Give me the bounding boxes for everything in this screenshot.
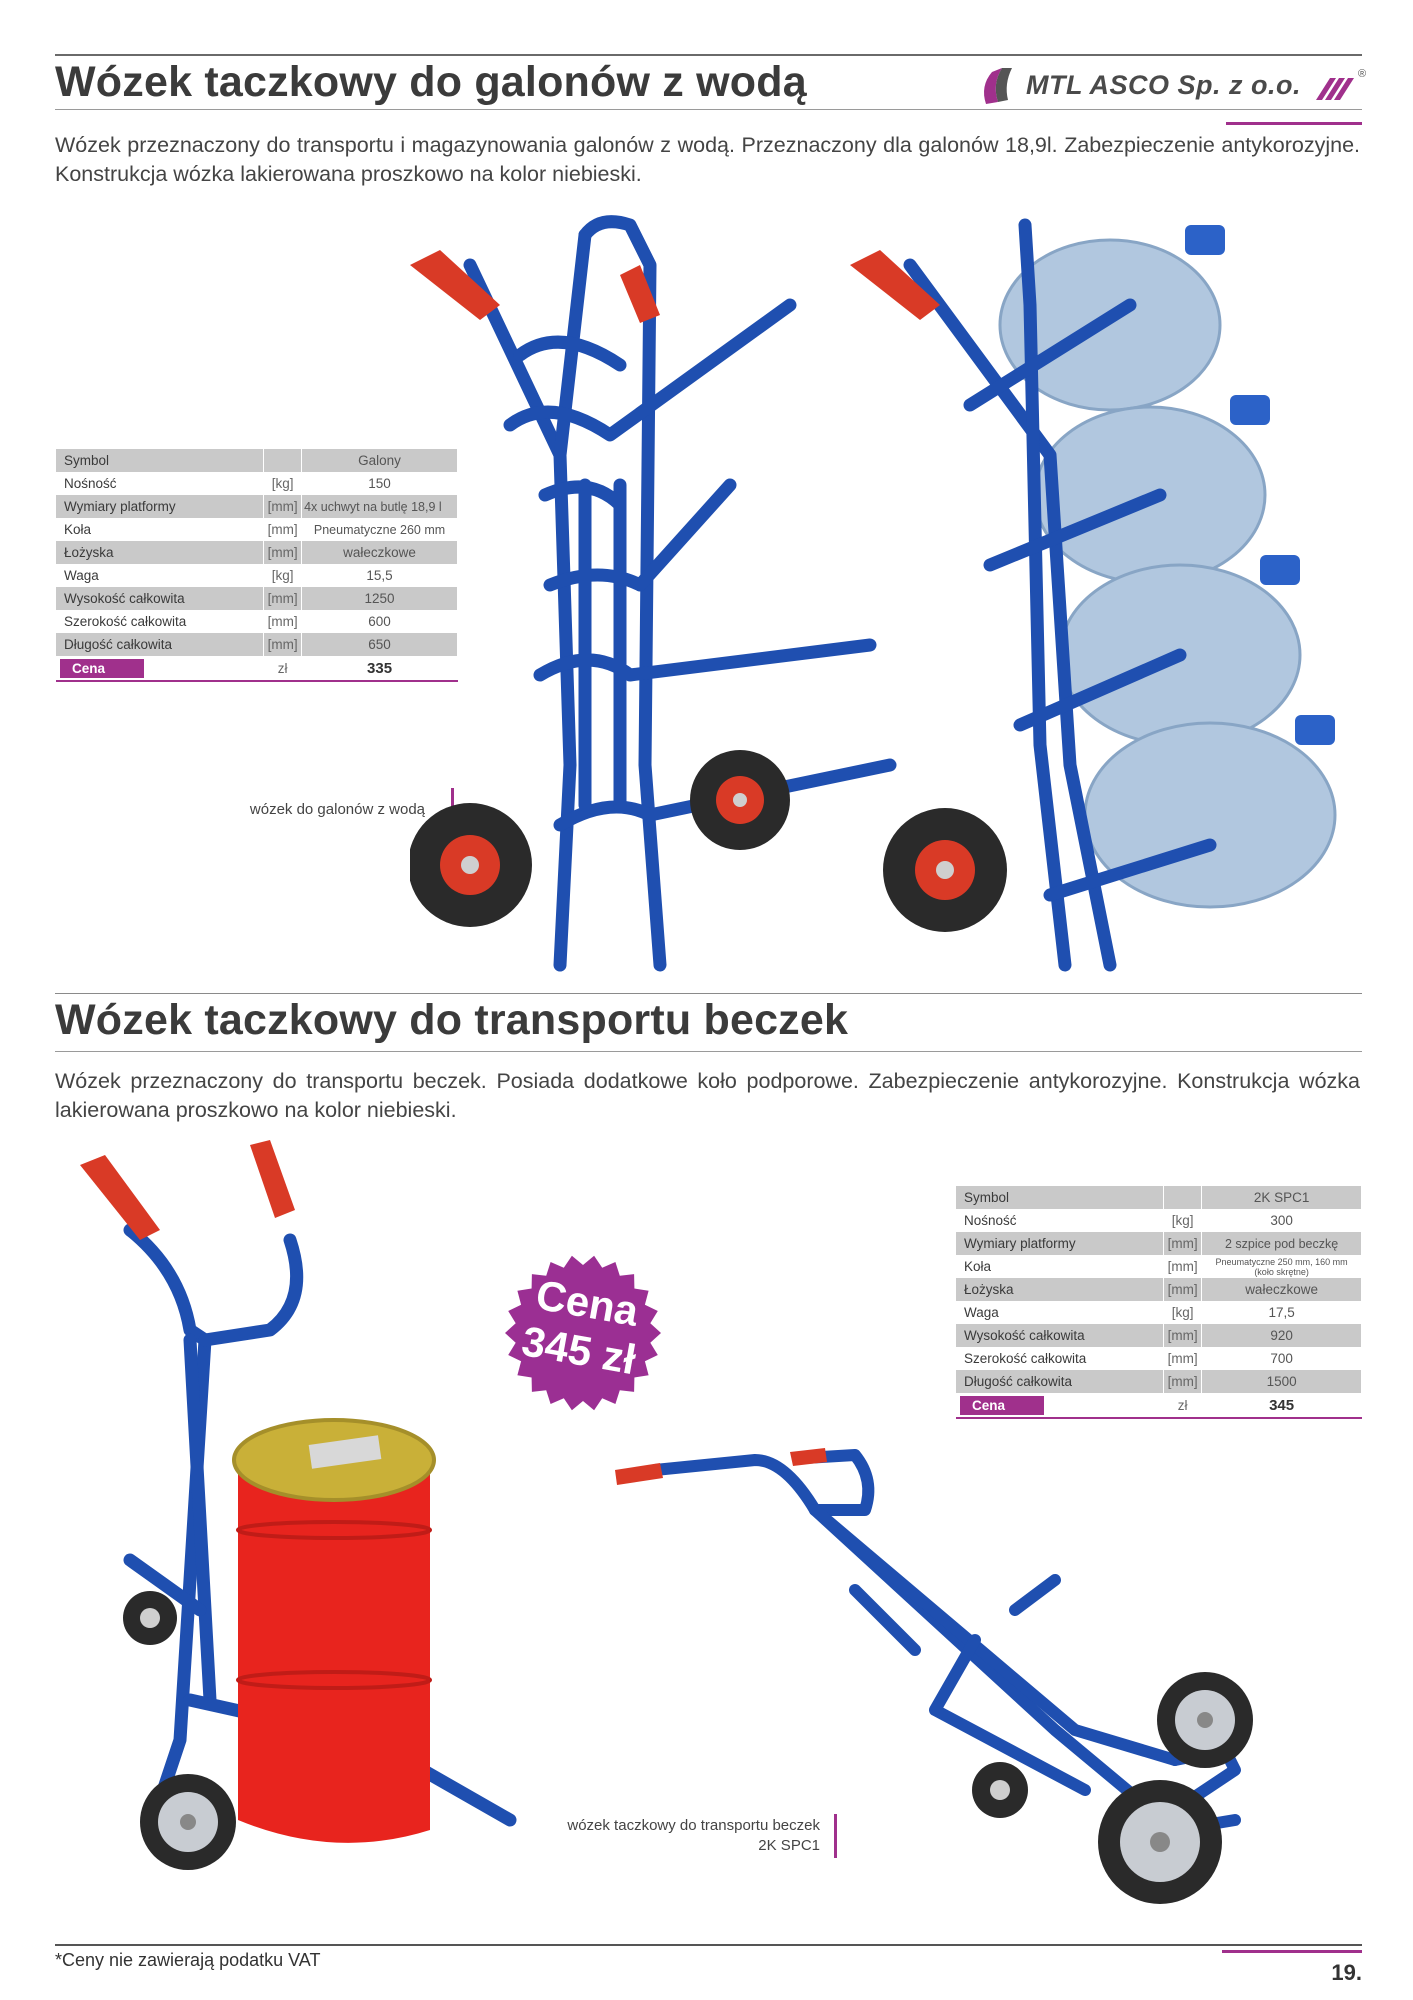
spec-value: Pneumatyczne 250 mm, 160 mm (koło skrętne) <box>1202 1255 1362 1278</box>
footer-vat-note: *Ceny nie zawierają podatku VAT <box>55 1950 321 1970</box>
table-row <box>56 633 458 656</box>
spec-unit: [mm] <box>264 541 302 564</box>
accent-line-bottom <box>1222 1950 1362 1953</box>
table-row <box>956 1255 1362 1278</box>
spec-unit: [mm] <box>264 518 302 541</box>
spec-unit: [mm] <box>1164 1232 1202 1255</box>
spec-label: Wymiary platformy <box>956 1232 1164 1255</box>
spec-unit: [mm] <box>1164 1278 1202 1301</box>
table-row <box>56 472 458 495</box>
spec-value: 2K SPC1 <box>1202 1186 1362 1209</box>
spec-value: 600 <box>302 610 458 633</box>
section2-caption-line2: 2K SPC1 <box>758 1837 820 1854</box>
table-row <box>56 541 458 564</box>
spec-unit: [mm] <box>264 495 302 518</box>
accent-line-top <box>1226 122 1362 125</box>
table-row <box>56 495 458 518</box>
table-row <box>956 1301 1362 1324</box>
spec-value: 15,5 <box>302 564 458 587</box>
spec-unit: [mm] <box>264 633 302 656</box>
price-row <box>956 1393 1362 1418</box>
table-row <box>956 1186 1362 1209</box>
spec-unit: [mm] <box>1164 1255 1202 1278</box>
spec-unit: [kg] <box>264 564 302 587</box>
spec-value: 920 <box>1202 1324 1362 1347</box>
brand-logo-icon <box>978 64 1026 108</box>
spec-label: Długość całkowita <box>956 1370 1164 1393</box>
price-row <box>56 656 458 681</box>
table-row <box>56 449 458 472</box>
table-row <box>56 587 458 610</box>
page-number: 19. <box>1331 1960 1362 1985</box>
table-row <box>956 1324 1362 1347</box>
section2-caption-line1: wózek taczkowy do transportu beczek <box>567 1817 820 1834</box>
price-label: Cena <box>60 659 144 678</box>
spec-label: Wysokość całkowita <box>956 1324 1164 1347</box>
spec-label: Koła <box>56 518 264 541</box>
spec-value: 700 <box>1202 1347 1362 1370</box>
spec-unit: [kg] <box>1164 1209 1202 1232</box>
spec-unit: [mm] <box>1164 1370 1202 1393</box>
spec-unit: [mm] <box>264 610 302 633</box>
spec-label: Nośność <box>956 1209 1164 1232</box>
section1-title: Wózek taczkowy do galonów z wodą <box>55 58 807 106</box>
spec-label: Łożyska <box>956 1278 1164 1301</box>
spec-value: 1500 <box>1202 1370 1362 1393</box>
section1-description: Wózek przeznaczony do transportu i magazynowania galonów z wodą. Przeznaczony dla galonów 18,9l. Zabezpieczenie antykorozyjne. Konstrukcja wózka lakierowana proszkowo na kolor niebieski. <box>55 133 1360 186</box>
spec-label: Długość całkowita <box>56 633 264 656</box>
table-row <box>56 564 458 587</box>
spec-value: 300 <box>1202 1209 1362 1232</box>
price-label: Cena <box>960 1396 1044 1415</box>
brand-stripes-icon <box>1316 74 1360 104</box>
spec-value: 1250 <box>302 587 458 610</box>
spec-label: Nośność <box>56 472 264 495</box>
table-row <box>56 518 458 541</box>
table-row <box>956 1347 1362 1370</box>
section2-top-rule <box>55 993 1362 994</box>
footer-rule <box>55 1944 1362 1946</box>
gallon-trolley-photo <box>410 205 900 975</box>
spec-unit: [mm] <box>1164 1324 1202 1347</box>
top-rule <box>55 54 1362 56</box>
spec-value: 150 <box>302 472 458 495</box>
table-row <box>956 1278 1362 1301</box>
badge-line1: Cena <box>532 1270 642 1335</box>
spec-value: 650 <box>302 633 458 656</box>
spec-label: Waga <box>56 564 264 587</box>
section2-title-underline <box>55 1051 1362 1052</box>
price-unit: zł <box>264 656 302 681</box>
price-unit: zł <box>1164 1393 1202 1418</box>
gallon-trolley-loaded-photo <box>850 205 1365 975</box>
table-row <box>956 1370 1362 1393</box>
section2-description: Wózek przeznaczony do transportu beczek. Posiada dodatkowe koło podporowe. Zabezpieczenie antykorozyjne. Konstrukcja wózka lakierowana proszkowo na kolor niebieski. <box>55 1069 1360 1122</box>
spec-value: 4x uchwyt na butlę 18,9 l <box>302 495 458 518</box>
spec-label: Symbol <box>956 1186 1164 1209</box>
price-value: 335 <box>302 656 458 681</box>
title-underline <box>55 109 1362 110</box>
section2-caption <box>520 1816 820 1856</box>
table-row <box>956 1232 1362 1255</box>
table-row <box>56 610 458 633</box>
section2-spec-table <box>956 1186 1362 1419</box>
spec-value: Pneumatyczne 260 mm <box>302 518 458 541</box>
spec-value: wałeczkowe <box>1202 1278 1362 1301</box>
section2-title: Wózek taczkowy do transportu beczek <box>55 996 849 1044</box>
spec-label: Szerokość całkowita <box>56 610 264 633</box>
price-value: 345 <box>1202 1393 1362 1418</box>
spec-label: Wysokość całkowita <box>56 587 264 610</box>
spec-unit: [kg] <box>1164 1301 1202 1324</box>
spec-label: Szerokość całkowita <box>956 1347 1164 1370</box>
spec-label: Wymiary platformy <box>56 495 264 518</box>
spec-label: Koła <box>956 1255 1164 1278</box>
section1-spec-table <box>56 449 458 682</box>
registered-mark: ® <box>1358 68 1367 80</box>
caption-bar-2 <box>834 1814 837 1858</box>
brand-logo <box>978 64 1368 112</box>
spec-label: Łożyska <box>56 541 264 564</box>
spec-label: Waga <box>956 1301 1164 1324</box>
brand-name: MTL ASCO Sp. z o.o. <box>1026 70 1301 100</box>
spec-unit: [kg] <box>264 472 302 495</box>
spec-label: Symbol <box>56 449 264 472</box>
spec-value: wałeczkowe <box>302 541 458 564</box>
spec-unit: [mm] <box>1164 1347 1202 1370</box>
barrel-trolley-photo <box>70 1140 540 1900</box>
spec-unit: [mm] <box>264 587 302 610</box>
section1-caption: wózek do galonów z wodą <box>249 801 425 818</box>
badge-line2: 345 zł <box>518 1317 640 1384</box>
spec-value: Galony <box>302 449 458 472</box>
spec-value: 2 szpice pod beczkę <box>1202 1232 1362 1255</box>
spec-value: 17,5 <box>1202 1301 1362 1324</box>
table-row <box>956 1209 1362 1232</box>
